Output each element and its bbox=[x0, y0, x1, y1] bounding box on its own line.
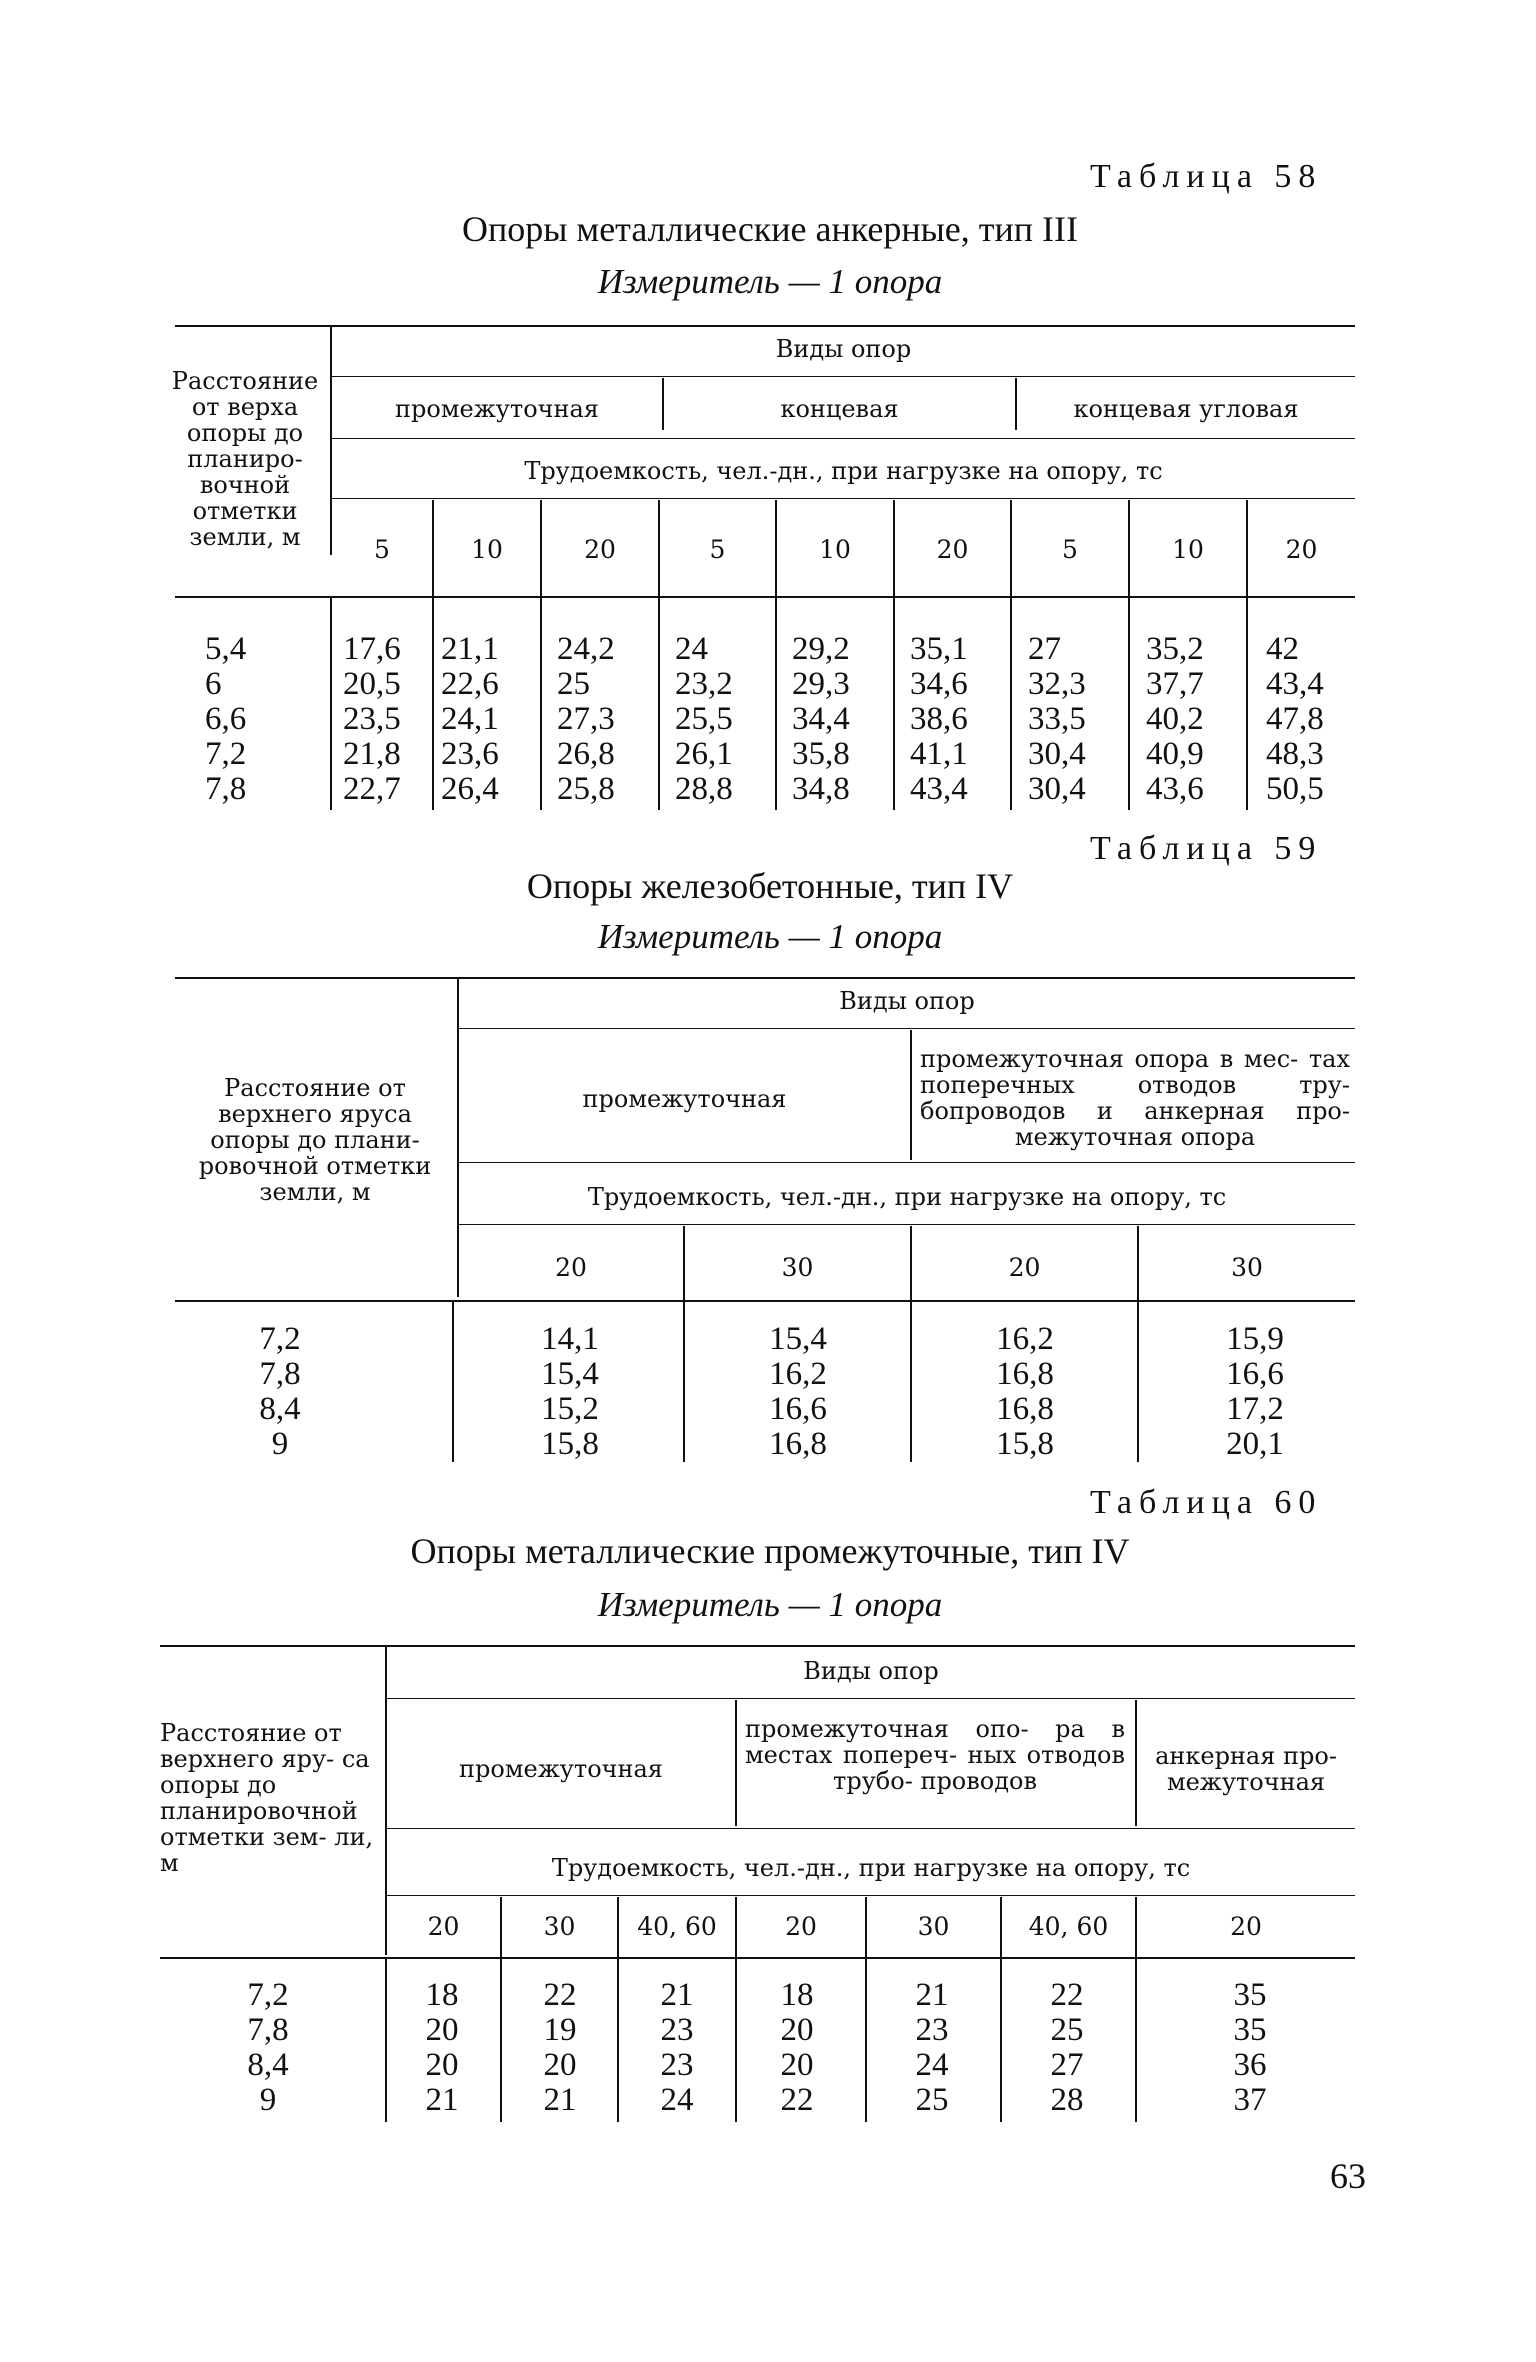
table-cell: 26,1 bbox=[675, 736, 733, 772]
table-58-group-end: концевая bbox=[780, 395, 899, 423]
table-60-col-1 bbox=[402, 1978, 482, 2118]
table-59-title: Опоры железобетонные, тип IV bbox=[526, 866, 1014, 906]
table-59-load-2: 30 bbox=[781, 1253, 814, 1282]
table-58-load-9: 20 bbox=[1285, 535, 1318, 564]
table-cell: 14,1 bbox=[541, 1321, 599, 1357]
table-cell: 22,6 bbox=[441, 666, 499, 702]
table-cell: 17,2 bbox=[1226, 1391, 1284, 1427]
table-cell: 27 bbox=[1050, 2047, 1084, 2083]
table-cell: 23 bbox=[660, 2012, 694, 2048]
table-60-col-2 bbox=[520, 1978, 600, 2118]
table-cell: 22 bbox=[543, 1977, 577, 2013]
table-59-col-4 bbox=[1215, 1322, 1295, 1462]
table-58-col-8 bbox=[1146, 632, 1204, 807]
table-cell: 21 bbox=[425, 2082, 459, 2118]
table-cell: 23 bbox=[915, 2012, 949, 2048]
table-cell: 23,5 bbox=[343, 701, 401, 737]
table-58-load-7: 5 bbox=[1062, 535, 1078, 564]
table-cell: 33,5 bbox=[1028, 701, 1086, 737]
table-cell: 20 bbox=[543, 2047, 577, 2083]
table-cell: 35,1 bbox=[910, 631, 968, 667]
table-58-kinds-header: Виды опор bbox=[775, 335, 912, 363]
table-60-col-5 bbox=[892, 1978, 972, 2118]
table-58-col-3 bbox=[557, 632, 615, 807]
table-58-row-label: 6,6 bbox=[205, 701, 247, 737]
table-cell: 34,4 bbox=[792, 701, 850, 737]
table-cell: 42 bbox=[1266, 631, 1299, 667]
table-60-number: Таблица 60 bbox=[1090, 1484, 1323, 1521]
table-cell: 23,2 bbox=[675, 666, 733, 702]
table-58-stub-header: Расстояние от верха опоры до планиро- вочной отметки земли, м bbox=[171, 367, 319, 551]
table-cell: 37,7 bbox=[1146, 666, 1204, 702]
table-58-load-8: 10 bbox=[1172, 535, 1204, 564]
table-58-load-3: 20 bbox=[584, 535, 616, 564]
table-59-row-label: 7,8 bbox=[259, 1356, 301, 1392]
table-cell: 23,6 bbox=[441, 736, 499, 772]
table-60-title: Опоры металлические промежуточные, тип IV bbox=[410, 1531, 1130, 1571]
table-cell: 26,8 bbox=[557, 736, 615, 772]
table-cell: 16,8 bbox=[996, 1356, 1054, 1392]
table-59-load-3: 20 bbox=[1008, 1253, 1041, 1282]
table-60-row-labels bbox=[228, 1978, 308, 2118]
table-cell: 27,3 bbox=[557, 701, 615, 737]
table-cell: 15,4 bbox=[541, 1356, 599, 1392]
table-cell: 25,5 bbox=[675, 701, 733, 737]
table-cell: 35,2 bbox=[1146, 631, 1204, 667]
table-60-load-2: 30 bbox=[543, 1912, 576, 1941]
table-cell: 27 bbox=[1028, 631, 1061, 667]
table-cell: 43,4 bbox=[1266, 666, 1324, 702]
table-cell: 15,9 bbox=[1226, 1321, 1284, 1357]
table-59-col-2 bbox=[758, 1322, 838, 1462]
table-cell: 47,8 bbox=[1266, 701, 1324, 737]
table-cell: 30,4 bbox=[1028, 771, 1086, 807]
table-cell: 30,4 bbox=[1028, 736, 1086, 772]
table-58-number: Таблица 58 bbox=[1090, 158, 1323, 195]
table-cell: 19 bbox=[543, 2012, 577, 2048]
table-60-kinds-header: Виды опор bbox=[803, 1657, 939, 1685]
table-59-measure: Измеритель — 1 опора bbox=[597, 917, 943, 956]
table-60-labor-header: Трудоемкость, чел.-дн., при нагрузке на опору, тс bbox=[551, 1854, 1191, 1882]
table-58-load-2: 10 bbox=[471, 535, 503, 564]
table-cell: 15,8 bbox=[541, 1426, 599, 1462]
table-cell: 28,8 bbox=[675, 771, 733, 807]
table-59-col-3 bbox=[985, 1322, 1065, 1462]
table-cell: 43,6 bbox=[1146, 771, 1204, 807]
table-59-row-label: 9 bbox=[271, 1426, 289, 1462]
table-60-stub-header: Расстояние от верхнего яру- са опоры до планировочной отметки зем- ли, м bbox=[160, 1719, 374, 1877]
table-60-row-label: 8,4 bbox=[247, 2047, 289, 2083]
table-cell: 16,6 bbox=[1226, 1356, 1284, 1392]
table-cell: 34,6 bbox=[910, 666, 968, 702]
table-cell: 24,2 bbox=[557, 631, 615, 667]
table-cell: 21 bbox=[543, 2082, 577, 2118]
table-60-load-5: 30 bbox=[917, 1912, 950, 1941]
table-cell: 24,1 bbox=[441, 701, 499, 737]
table-58-load-6: 20 bbox=[936, 535, 969, 564]
table-cell: 20 bbox=[780, 2012, 814, 2048]
table-cell: 25 bbox=[915, 2082, 949, 2118]
table-cell: 18 bbox=[780, 1977, 814, 2013]
table-60-row-label: 9 bbox=[259, 2082, 277, 2118]
table-58-row-label: 6 bbox=[205, 666, 222, 702]
table-60-load-6: 40, 60 bbox=[1028, 1912, 1109, 1941]
table-59-row-labels bbox=[240, 1322, 320, 1462]
table-cell: 20 bbox=[425, 2047, 459, 2083]
table-58-group-end-corner: концевая угловая bbox=[1073, 395, 1299, 423]
table-59-stub-header: Расстояние от верхнего яруса опоры до плани- ровочной отметки земли, м bbox=[198, 1074, 432, 1206]
table-cell: 15,2 bbox=[541, 1391, 599, 1427]
table-cell: 28 bbox=[1050, 2082, 1084, 2118]
table-cell: 20,5 bbox=[343, 666, 401, 702]
table-cell: 40,2 bbox=[1146, 701, 1204, 737]
table-cell: 16,2 bbox=[769, 1356, 827, 1392]
table-59-load-1: 20 bbox=[555, 1253, 587, 1282]
table-cell: 34,8 bbox=[792, 771, 850, 807]
table-cell: 26,4 bbox=[441, 771, 499, 807]
table-cell: 35 bbox=[1233, 1977, 1267, 2013]
table-cell: 20 bbox=[780, 2047, 814, 2083]
table-cell: 24 bbox=[915, 2047, 949, 2083]
table-cell: 41,1 bbox=[910, 736, 968, 772]
table-cell: 20,1 bbox=[1226, 1426, 1284, 1462]
table-59-number: Таблица 59 bbox=[1090, 830, 1323, 867]
table-cell: 36 bbox=[1233, 2047, 1267, 2083]
table-58-title: Опоры металлические анкерные, тип III bbox=[461, 209, 1079, 249]
table-58-col-4 bbox=[675, 632, 733, 807]
table-58-col-1 bbox=[343, 632, 401, 807]
table-59-labor-header: Трудоемкость, чел.-дн., при нагрузке на опору, тс bbox=[587, 1183, 1227, 1211]
table-60-col-6 bbox=[1027, 1978, 1107, 2118]
table-cell: 29,3 bbox=[792, 666, 850, 702]
table-cell: 21,1 bbox=[441, 631, 499, 667]
table-60-load-1: 20 bbox=[427, 1912, 460, 1941]
table-58-load-1: 5 bbox=[374, 535, 390, 564]
table-58-measure: Измеритель — 1 опора bbox=[597, 262, 943, 301]
page-number: 63 bbox=[1330, 2156, 1366, 2196]
table-cell: 22,7 bbox=[343, 771, 401, 807]
table-cell: 16,8 bbox=[996, 1391, 1054, 1427]
table-cell: 16,8 bbox=[769, 1426, 827, 1462]
table-58-row-label: 5,4 bbox=[205, 631, 247, 667]
table-60-group-intermediate: промежуточная bbox=[459, 1755, 663, 1783]
table-58-col-9 bbox=[1266, 632, 1324, 807]
table-60-load-3: 40, 60 bbox=[637, 1912, 717, 1941]
table-60-group-anchor: анкерная про- межуточная bbox=[1155, 1742, 1337, 1796]
table-59-row-label: 7,2 bbox=[259, 1321, 301, 1357]
table-59-load-4: 30 bbox=[1231, 1253, 1263, 1282]
table-60-measure: Измеритель — 1 опора bbox=[597, 1585, 943, 1624]
table-60-col-3 bbox=[637, 1978, 717, 2118]
table-58-labor-header: Трудоемкость, чел.-дн., при нагрузке на опору, тс bbox=[524, 457, 1163, 485]
table-58-col-7 bbox=[1028, 632, 1086, 807]
table-cell: 35,8 bbox=[792, 736, 850, 772]
table-60-group-transverse: промежуточная опо- ра в местах попереч- ных отводов трубо- проводов bbox=[745, 1715, 1125, 1795]
table-60-load-7: 20 bbox=[1230, 1912, 1262, 1941]
table-cell: 37 bbox=[1233, 2082, 1267, 2118]
table-60-row-label: 7,2 bbox=[247, 1977, 289, 2013]
table-cell: 24 bbox=[675, 631, 708, 667]
table-cell: 20 bbox=[425, 2012, 459, 2048]
table-cell: 22 bbox=[1050, 1977, 1084, 2013]
table-cell: 18 bbox=[425, 1977, 459, 2013]
table-59-kinds-header: Виды опор bbox=[839, 987, 975, 1015]
table-58-col-5 bbox=[792, 632, 850, 807]
table-cell: 48,3 bbox=[1266, 736, 1324, 772]
table-cell: 25 bbox=[1050, 2012, 1084, 2048]
table-58-col-2 bbox=[441, 632, 499, 807]
table-58-group-intermediate: промежуточная bbox=[395, 395, 599, 423]
table-cell: 40,9 bbox=[1146, 736, 1204, 772]
table-cell: 25,8 bbox=[557, 771, 615, 807]
table-58-load-4: 5 bbox=[709, 535, 726, 564]
table-cell: 17,6 bbox=[343, 631, 401, 667]
table-58-load-5: 10 bbox=[819, 535, 851, 564]
table-cell: 25 bbox=[557, 666, 590, 702]
table-58-row-label: 7,2 bbox=[205, 736, 247, 772]
table-cell: 32,3 bbox=[1028, 666, 1086, 702]
table-60-col-7 bbox=[1210, 1978, 1290, 2118]
table-60-load-4: 20 bbox=[785, 1912, 817, 1941]
table-cell: 16,2 bbox=[996, 1321, 1054, 1357]
table-60-row-label: 7,8 bbox=[247, 2012, 289, 2048]
table-58-row-label: 7,8 bbox=[205, 771, 247, 807]
table-cell: 38,6 bbox=[910, 701, 968, 737]
table-cell: 29,2 bbox=[792, 631, 850, 667]
table-58-row-labels bbox=[205, 632, 275, 807]
table-59-col-1 bbox=[530, 1322, 610, 1462]
table-60-col-4 bbox=[757, 1978, 837, 2118]
table-cell: 24 bbox=[660, 2082, 694, 2118]
table-cell: 15,8 bbox=[996, 1426, 1054, 1462]
table-cell: 21 bbox=[660, 1977, 694, 2013]
table-cell: 50,5 bbox=[1266, 771, 1324, 807]
table-cell: 21 bbox=[915, 1977, 949, 2013]
table-cell: 16,6 bbox=[769, 1391, 827, 1427]
table-58-col-6 bbox=[910, 632, 968, 807]
table-cell: 22 bbox=[780, 2082, 814, 2118]
table-59-group-intermediate: промежуточная bbox=[582, 1085, 787, 1113]
table-59-row-label: 8,4 bbox=[259, 1391, 301, 1427]
table-cell: 21,8 bbox=[343, 736, 401, 772]
table-59-group-transverse: промежуточная опора в мес- тах поперечных отводов тру- бопроводов и анкерная про- межуточная опора bbox=[920, 1045, 1350, 1151]
table-cell: 43,4 bbox=[910, 771, 968, 807]
table-cell: 23 bbox=[660, 2047, 694, 2083]
table-cell: 15,4 bbox=[769, 1321, 827, 1357]
table-cell: 35 bbox=[1233, 2012, 1267, 2048]
